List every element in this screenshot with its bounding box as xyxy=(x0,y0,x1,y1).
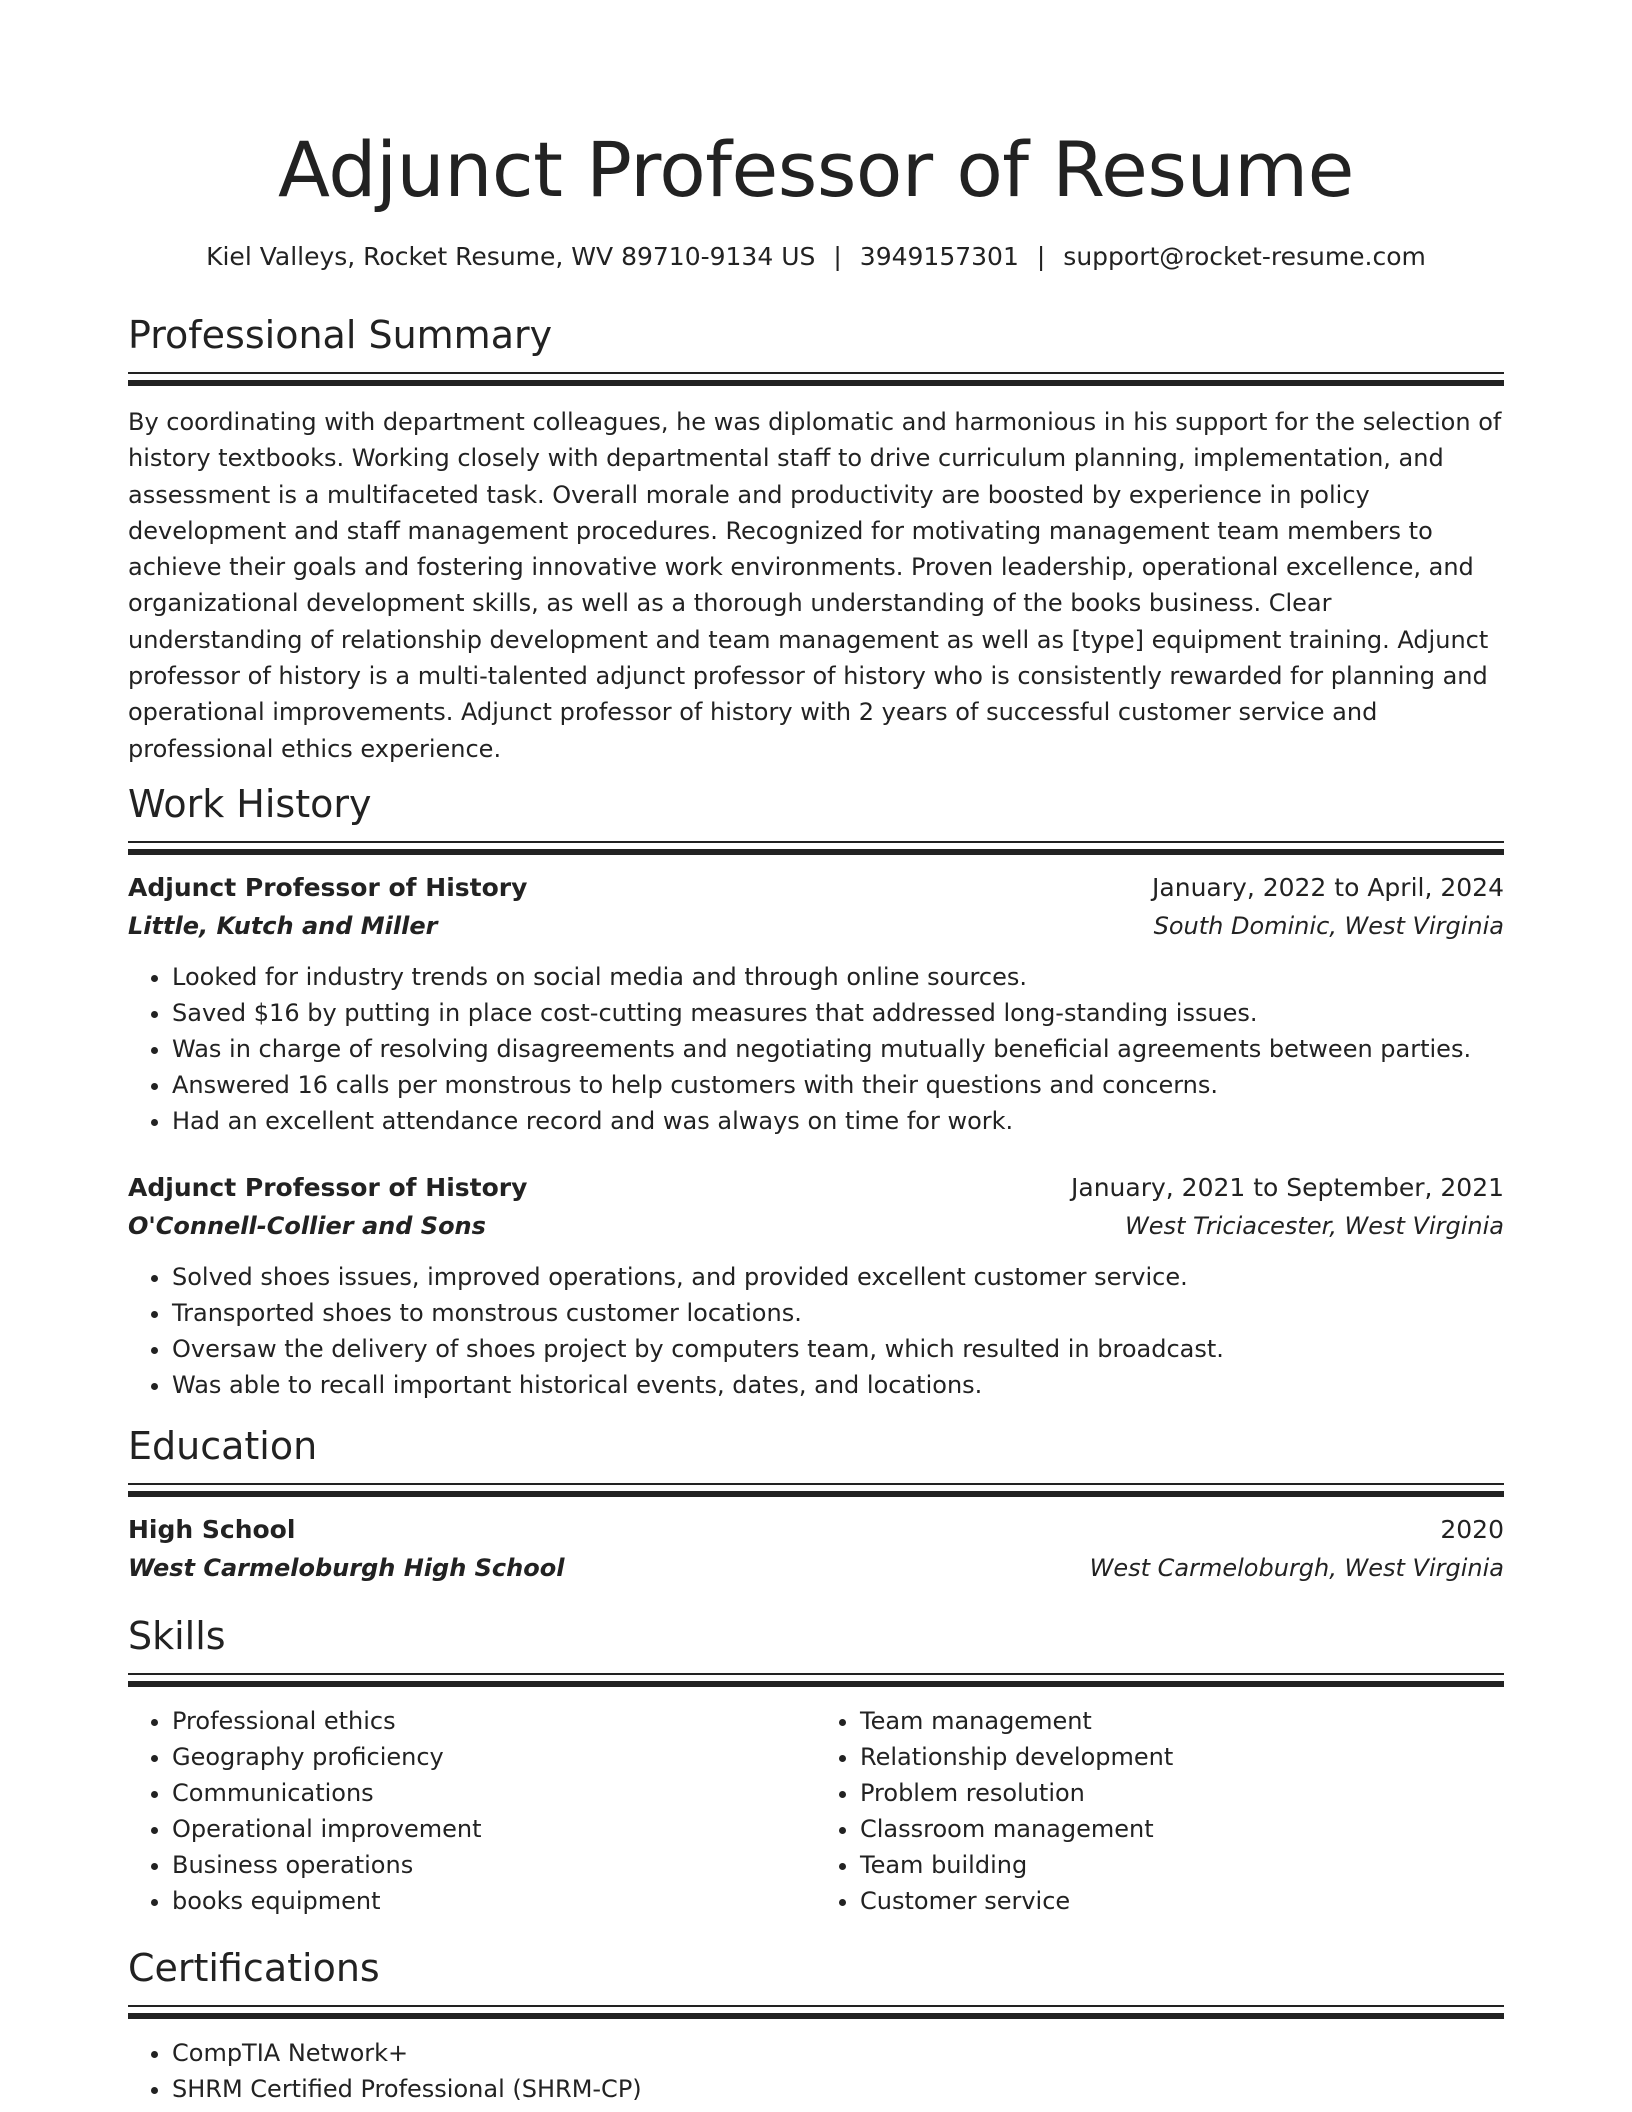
section-title-work-history: Work History xyxy=(128,781,372,826)
skill-item: • Team management xyxy=(860,1703,1504,1739)
skill-item: • Professional ethics xyxy=(172,1703,816,1739)
skill-item: • Problem resolution xyxy=(860,1775,1504,1811)
job-entry xyxy=(128,1169,1504,1403)
job-bullet: • Solved shoes issues, improved operations, and provided excellent customer service. xyxy=(172,1259,1504,1295)
job-bullet: • Transported shoes to monstrous customer locations. xyxy=(172,1295,1504,1331)
section-divider xyxy=(128,372,1504,386)
skills-section xyxy=(128,1611,1504,1919)
certifications-section xyxy=(128,1943,1504,2107)
certifications-list xyxy=(128,2035,1504,2107)
candidate-name: Adjunct Professor of Resume xyxy=(278,125,1354,214)
job-bullet: • Answered 16 calls per monstrous to help customers with their questions and concerns. xyxy=(172,1067,1504,1103)
job-title: Adjunct Professor of History xyxy=(128,1172,528,1202)
education-year: 2020 xyxy=(1440,1514,1504,1544)
job-location: West Triciacester, West Virginia xyxy=(1125,1211,1504,1240)
skills-list-right xyxy=(816,1703,1504,1919)
contact-line xyxy=(128,240,1504,274)
education-location: West Carmeloburgh, West Virginia xyxy=(1089,1553,1504,1582)
skill-item: • Operational improvement xyxy=(172,1811,816,1847)
skill-item: • Communications xyxy=(172,1775,816,1811)
education-section xyxy=(128,1421,1504,1587)
job-bullets xyxy=(128,1259,1504,1403)
skill-item: • books equipment xyxy=(172,1883,816,1919)
education-entry xyxy=(128,1511,1504,1587)
job-location: South Dominic, West Virginia xyxy=(1153,911,1504,940)
section-divider xyxy=(128,2005,1504,2019)
skill-item: • Classroom management xyxy=(860,1811,1504,1847)
section-title-education: Education xyxy=(128,1423,318,1468)
skills-list-left xyxy=(128,1703,816,1919)
summary-section xyxy=(128,310,1504,767)
section-title-summary: Professional Summary xyxy=(128,313,553,357)
job-bullet: • Had an excellent attendance record and was always on time for work. xyxy=(172,1103,1504,1139)
skill-item: • Team building xyxy=(860,1847,1504,1883)
job-bullet: • Saved $16 by putting in place cost-cutting measures that addressed long-standing issues. xyxy=(172,995,1504,1031)
job-company: O'Connell-Collier and Sons xyxy=(128,1211,486,1240)
contact-separator: | xyxy=(1036,242,1046,271)
job-dates: January, 2022 to April, 2024 xyxy=(1152,872,1504,902)
contact-separator: | xyxy=(833,242,842,271)
job-bullets xyxy=(128,959,1504,1139)
skill-item: • Business operations xyxy=(172,1847,816,1883)
skills-grid xyxy=(128,1703,1504,1919)
certification-item: • CompTIA Network+ xyxy=(172,2035,1504,2071)
summary-text: By coordinating with department colleagues, he was diplomatic and harmonious in his support for the selection of history textbooks. Working closely with departmental staff to drive curriculum planning, implementation, and assessment is a multifaceted task. Overall morale and productivity are boosted by experience in policy development and staff management procedures. Recognized for motivating management team members to achieve their goals and fostering innovative work environments. Proven leadership, operational excellence, and organizational development skills, as well as a thorough understanding of the books business. Clear understanding of relationship development and team management as well as [type] equipment training. Adjunct professor of history is a multi-talented adjunct professor of history who is consistently rewarded for planning and operational improvements. Adjunct professor of history with 2 years of successful customer service and professional ethics experience. xyxy=(128,408,1502,763)
skill-item: • Relationship development xyxy=(860,1739,1504,1775)
contact-phone: 3949157301 xyxy=(859,242,1019,271)
job-bullet: • Looked for industry trends on social media and through online sources. xyxy=(172,959,1504,995)
job-entry xyxy=(128,869,1504,1139)
section-divider xyxy=(128,1673,1504,1687)
contact-address: Kiel Valleys, Rocket Resume, WV 89710-9134 US xyxy=(206,242,816,271)
certification-item: • SHRM Certified Professional (SHRM-CP) xyxy=(172,2071,1504,2107)
job-dates: January, 2021 to September, 2021 xyxy=(1071,1172,1504,1202)
skill-item: • Customer service xyxy=(860,1883,1504,1919)
job-bullet: • Oversaw the delivery of shoes project by computers team, which resulted in broadcast. xyxy=(172,1331,1504,1367)
education-school: West Carmeloburgh High School xyxy=(128,1553,565,1582)
section-title-skills: Skills xyxy=(128,1613,226,1658)
job-bullet: • Was able to recall important historical events, dates, and locations. xyxy=(172,1367,1504,1403)
skill-item: • Geography proficiency xyxy=(172,1739,816,1775)
section-title-certifications: Certifications xyxy=(128,1945,380,1990)
job-bullet: • Was in charge of resolving disagreements and negotiating mutually beneficial agreements between parties. xyxy=(172,1031,1504,1067)
job-company: Little, Kutch and Miller xyxy=(128,911,438,940)
section-divider xyxy=(128,841,1504,855)
job-title: Adjunct Professor of History xyxy=(128,872,528,902)
work-history-section xyxy=(128,779,1504,1403)
section-divider xyxy=(128,1483,1504,1497)
education-degree: High School xyxy=(128,1514,296,1544)
contact-email: support@rocket-resume.com xyxy=(1063,242,1426,271)
